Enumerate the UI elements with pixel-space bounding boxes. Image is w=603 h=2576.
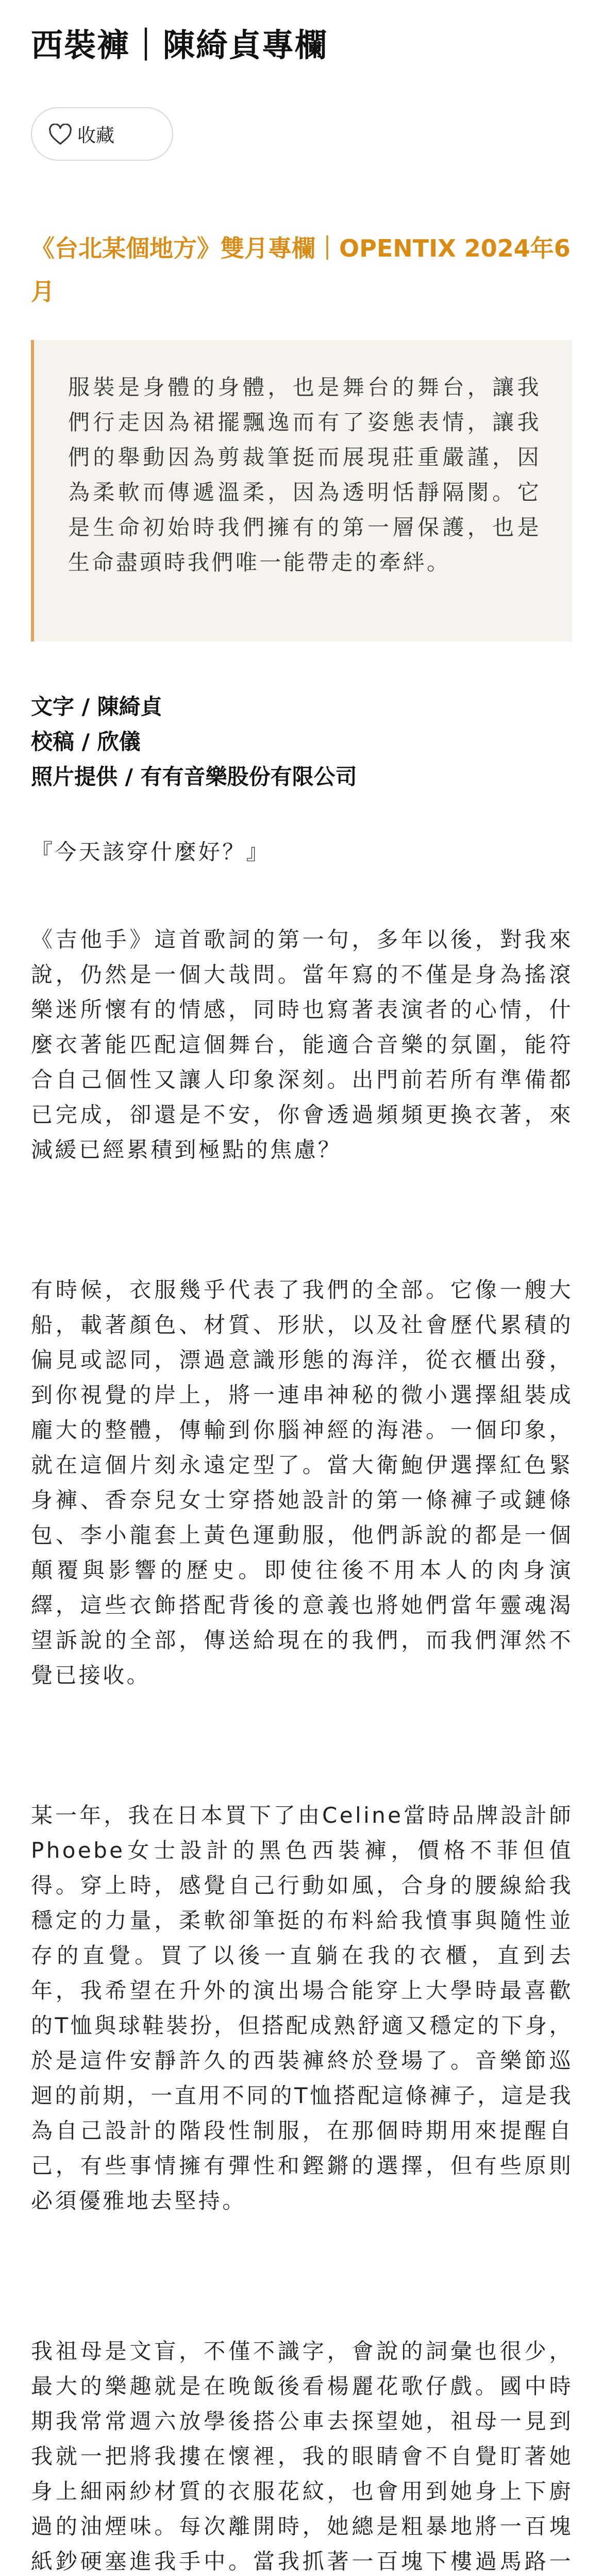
article-paragraph-4: 我祖母是文盲，不僅不識字，會說的詞彙也很少，最大的樂趣就是在晚飯後看楊麗花歌仔戲。國中時期我常常週六放學後搭公車去探望她，祖母一見到我就一把將我摟在懷裡，我的眼睛會不自覺盯著她身上細兩紗材質的衣服花紋，也會用到她身上下廚過的油煙味。每次離開時，她總是粗暴地將一百塊紙鈔硬塞進我手中。當我抓著一百塊下樓過馬路一 [31, 2338, 573, 2574]
column-topic-link[interactable]: 《台北某個地方》雙月專欄｜OPENTIX 2024年6月 [31, 234, 571, 306]
intro-quote [31, 340, 572, 641]
favorite-label: 收藏 [77, 125, 115, 146]
credits [31, 689, 357, 794]
credit-writer: 文字 / 陳綺貞 [31, 694, 162, 719]
favorite-button[interactable] [31, 107, 173, 161]
page-title: 西裝褲｜陳綺貞專欄 [31, 26, 328, 64]
intro-text: 服裝是身體的身體，也是舞台的舞台，讓我們行走因為裙擺飄逸而有了姿態表情，讓我們的舉動因為剪裁筆挺而展現莊重嚴謹，因為柔軟而傳遞溫柔，因為透明恬靜隔閡。它是生命初始時我們擁有的第一層保護，也是生命盡頭時我們唯一能帶走的牽絆。 [68, 375, 541, 575]
article-opening-quote: 『今天該穿什麼好？』 [31, 839, 271, 865]
heart-outline-icon [48, 124, 72, 145]
article-paragraph-3: 某一年，我在日本買下了由Celine當時品牌設計師Phoebe女士設計的黑色西裝褲，價格不菲但值得。穿上時，感覺自己行動如風，合身的腰線給我穩定的力量，柔軟卻筆挺的布料給我憤事與隨性並存的直覺。買了以後一直躺在我的衣櫃，直到去年，我希望在升外的演出場合能穿上大學時最喜歡的T恤與球鞋裝扮，但搭配成熟舒適又穩定的下身，於是這件安靜許久的西裝褲終於登場了。音樂節巡迴的前期，一直用不同的T恤搭配這條褲子，這是我為自己設計的階段性制服，在那個時期用來提醒自己，有些事情擁有彈性和鏗鏘的選擇，但有些原則必須優雅地去堅持。 [31, 1803, 573, 2213]
article-paragraph-2: 有時候，衣服幾乎代表了我們的全部。它像一艘大船，載著顏色、材質、形狀，以及社會歷代累積的偏見或認同，漂過意識形態的海洋，從衣櫃出發，到你視覺的岸上，將一連串神秘的微小選擇組裝成龐大的整體，傳輸到你腦神經的海港。一個印象，就在這個片刻永遠定型了。當大衛鮑伊選擇紅色緊身褲、香奈兒女士穿搭她設計的第一條褲子或鏈條包、李小龍套上黃色運動服，他們訴說的都是一個顛覆與影響的歷史。即使往後不用本人的肉身演繹，這些衣飾搭配背後的意義也將她們當年靈魂渴望訴說的全部，傳送給現在的我們，而我們渾然不覺已接收。 [31, 1277, 573, 1688]
credit-proofreader: 校稿 / 欣儀 [31, 729, 141, 754]
credit-photo: 照片提供 / 有有音樂股份有限公司 [31, 764, 357, 789]
article-paragraph-1: 《吉他手》這首歌詞的第一句，多年以後，對我來說，仍然是一個大哉問。當年寫的不僅是身為搖滾樂迷所懷有的情感，同時也寫著表演者的心情，什麼衣著能匹配這個舞台，能適合音樂的氛圍，能符合自己個性又讓人印象深刻。出門前若所有準備都已完成，卻還是不安，你會透過頻頻更換衣著，來減緩已經累積到極點的焦慮？ [31, 927, 573, 1162]
